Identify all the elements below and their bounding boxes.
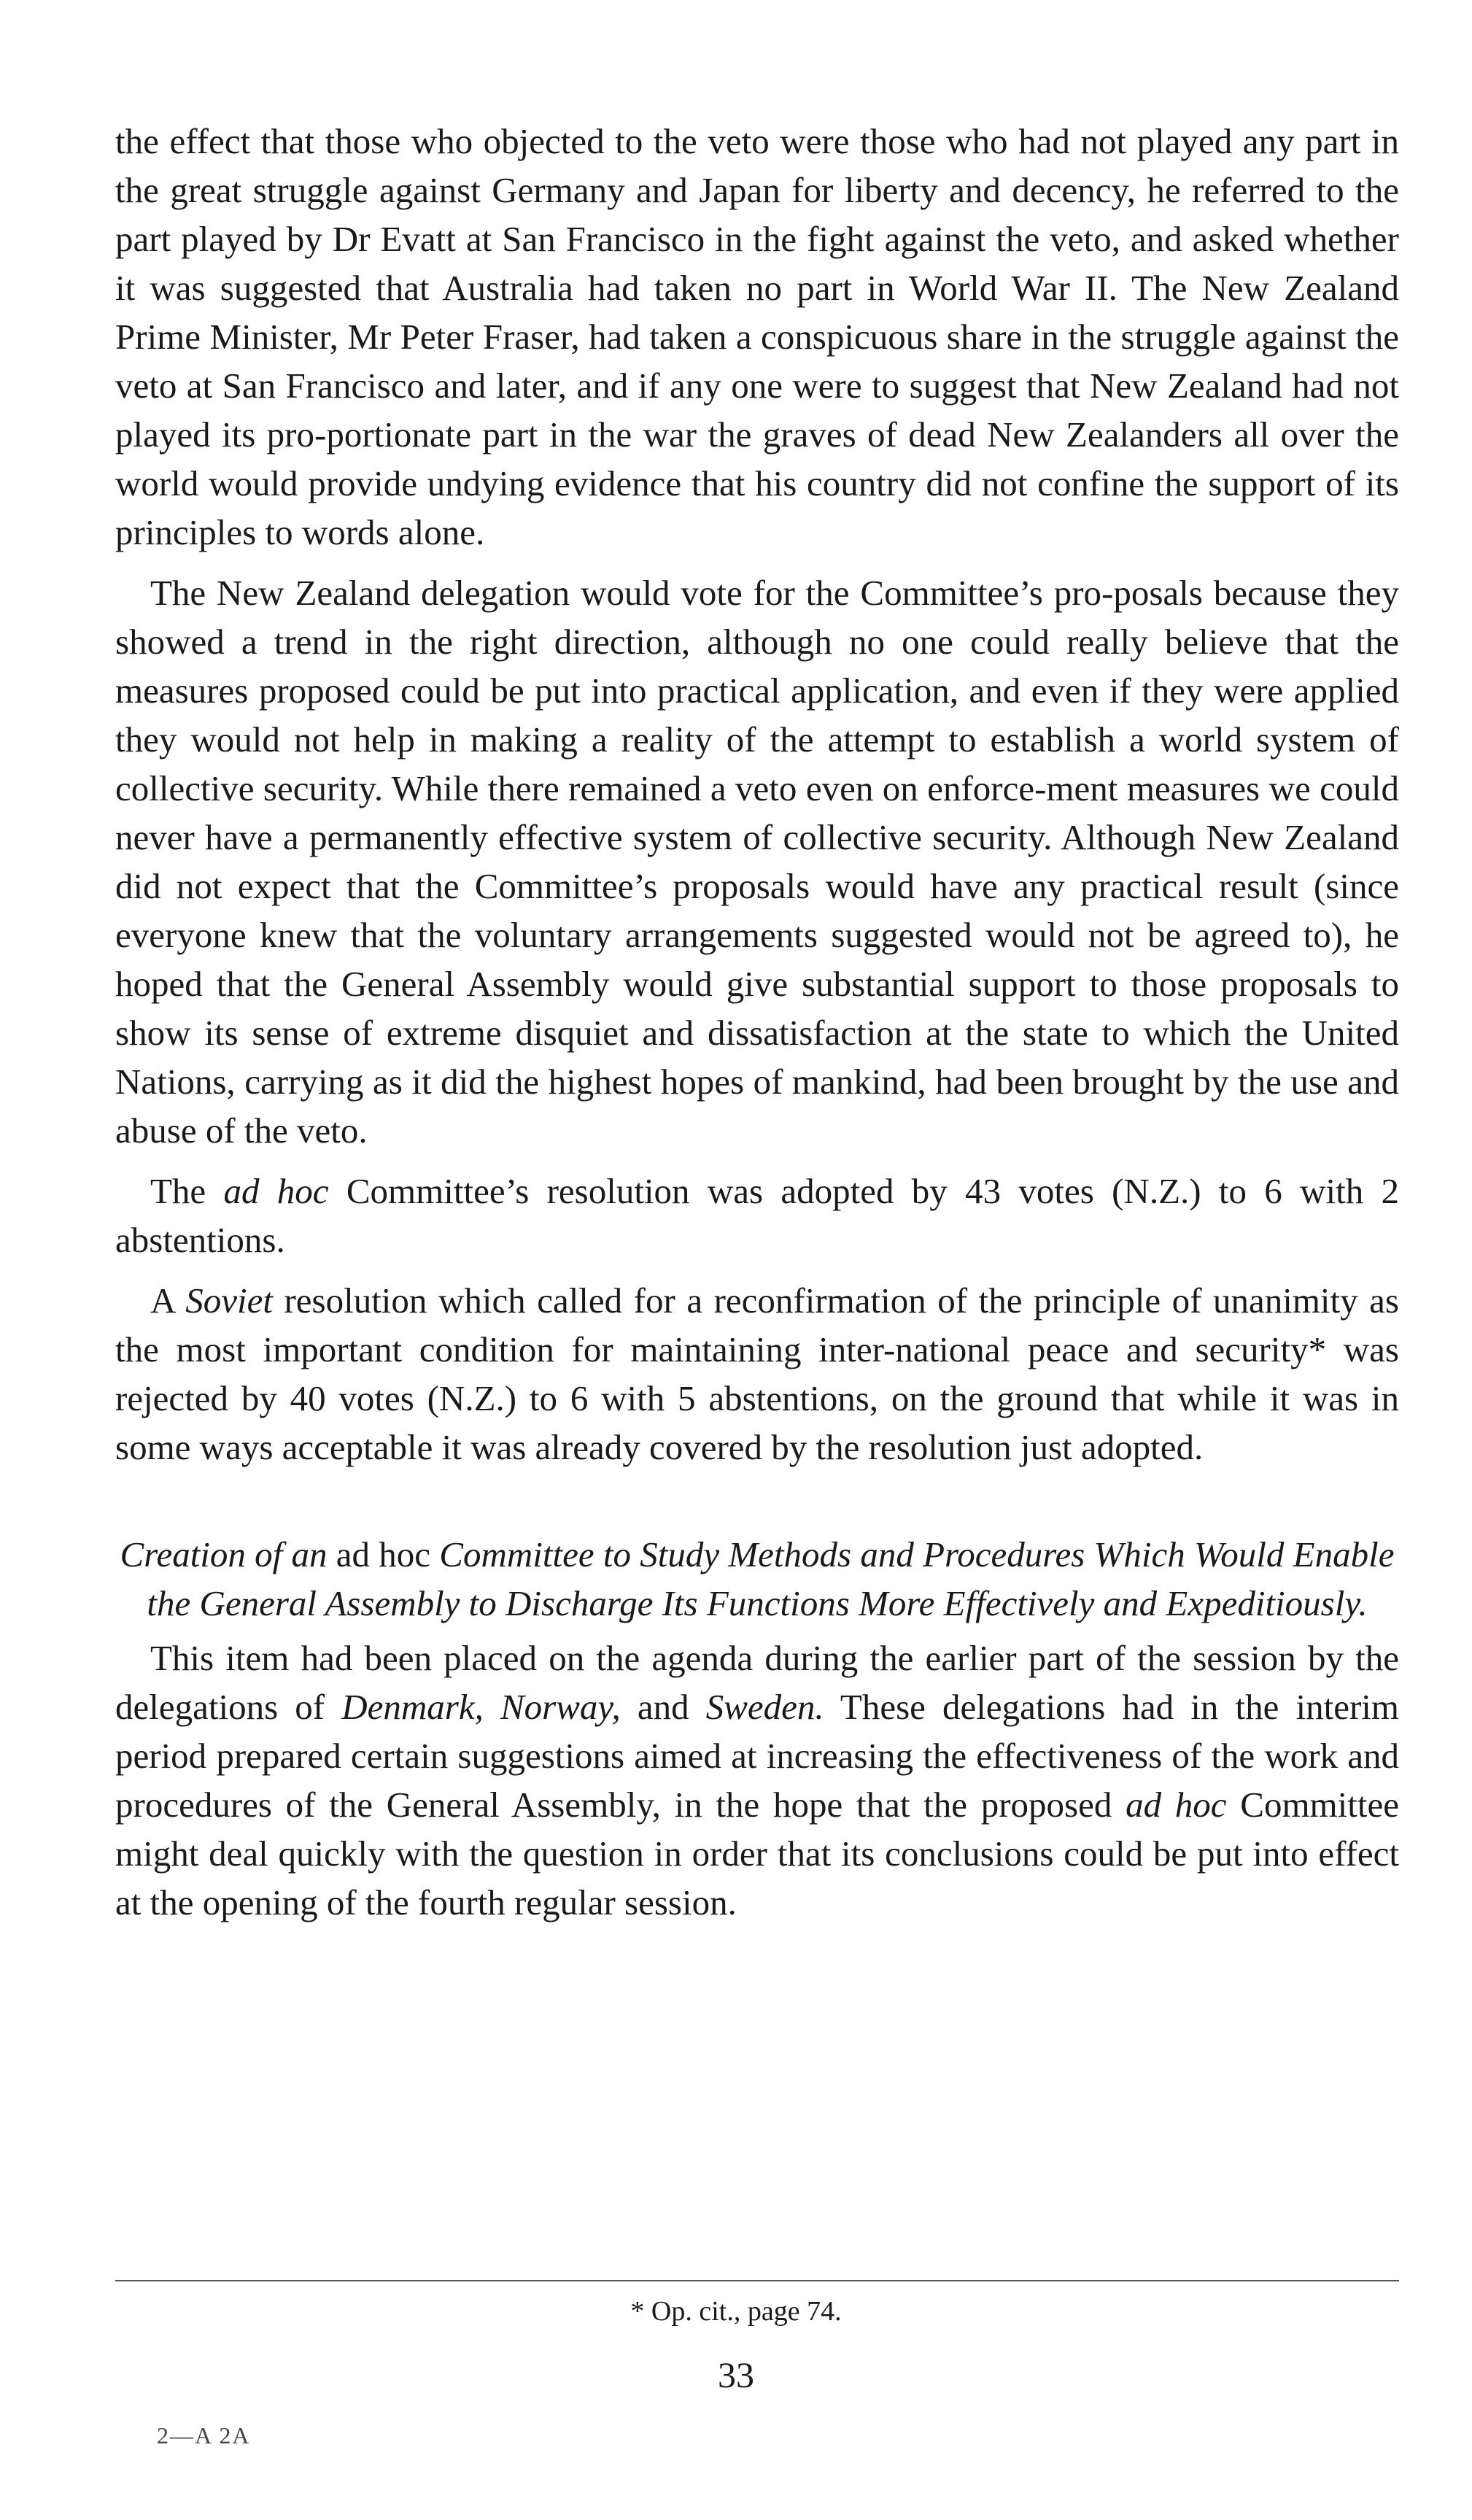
print-code: 2—A 2A (157, 2422, 251, 2449)
paragraph-p4 (115, 1276, 1399, 1472)
paragraph-p3 (115, 1167, 1399, 1264)
page-number: 33 (718, 2354, 754, 2395)
text-run: A (150, 1280, 186, 1321)
section-heading (115, 1530, 1399, 1628)
page-body (115, 117, 1399, 1927)
italic-text: Sweden. (705, 1687, 824, 1727)
italic-text: ad hoc (1126, 1785, 1227, 1825)
text-run: The (150, 1171, 224, 1211)
paragraph-p5 (115, 1634, 1399, 1927)
italic-text: ad hoc (223, 1171, 329, 1211)
text-run: the effect that those who objected to the veto were those who had not played any part in the great struggle against Germany and Japan for liberty and decency, he referred to the part played by Dr Evatt at San Francisco in the fight against the veto, and asked whether it was suggested that Australia had taken no part in World War II. The New Zealand Prime Minister, Mr Peter Fraser, had taken a conspicuous share in the struggle against the veto at San Francisco and later, and if any one were to suggest that New Zealand had not played its pro-portionate part in the war the graves of dead New Zealanders all over the world would provide undying evidence that his country did not confine the support of its principles to words alone. (115, 121, 1399, 552)
heading-part-3: Committee to Study Methods and Procedures Which Would Enable the General Assembly to Discharge Its Functions More Effectively and Expeditiously. (147, 1534, 1395, 1623)
heading-part-1: Creation of an (120, 1534, 328, 1574)
text-run: Committee’s resolution was adopted by 43 votes (N.Z.) to 6 with 2 abstentions. (115, 1171, 1399, 1260)
paragraph-p2 (115, 568, 1399, 1155)
italic-text: Denmark, Norway, (341, 1687, 621, 1727)
heading-part-2: ad hoc (336, 1534, 431, 1574)
footnote-divider (115, 2280, 1399, 2281)
body-text (115, 117, 1399, 1472)
text-run: resolution which called for a reconfirmation of the principle of unanimity as the most important condition for maintaining inter-national peace and security* was rejected by 40 votes (N.Z.) to 6 with 5 abstentions, on the ground that while it was in some ways acceptable it was already covered by the resolution just adopted. (115, 1280, 1399, 1467)
paragraph-gap (115, 1264, 1399, 1276)
text-run: The New Zealand delegation would vote for the Committee’s pro-posals because they showed a trend in the right direction, although no one could really believe that the measures proposed could be put into practical application, and even if they were applied they would not help in making a reality of the attempt to establish a world system of collective security. While there remained a veto even on enforce-ment measures we could never have a permanently effective system of collective security. Although New Zealand did not expect that the Committee’s proposals would have any practical result (since everyone knew that the voluntary arrangements suggested would not be agreed to), he hoped that the General Assembly would give substantial support to those proposals to show its sense of extreme disquiet and dissatisfaction at the state to which the United Nations, carrying as it did the highest hopes of mankind, had been brought by the use and abuse of the veto. (115, 573, 1399, 1151)
footnote: * Op. cit., page 74. (630, 2296, 842, 2327)
text-run: Committee might deal quickly with the question in order that its conclusions could be put into effect at the opening of the fourth regular session. (115, 1785, 1400, 1922)
text-run: This item had been placed on the agenda during the earlier part of the session by the delegations of (115, 1638, 1399, 1727)
paragraph-gap (115, 557, 1399, 568)
italic-text: Soviet (185, 1280, 273, 1321)
text-run: and (620, 1687, 706, 1727)
paragraph-gap (115, 1155, 1399, 1167)
text-run: These delegations had in the interim period prepared certain suggestions aimed at increasing the effectiveness of the work and procedures of the General Assembly, in the hope that the proposed (115, 1687, 1399, 1825)
paragraph-p1 (115, 117, 1399, 557)
final-paragraph-container (115, 1634, 1399, 1927)
